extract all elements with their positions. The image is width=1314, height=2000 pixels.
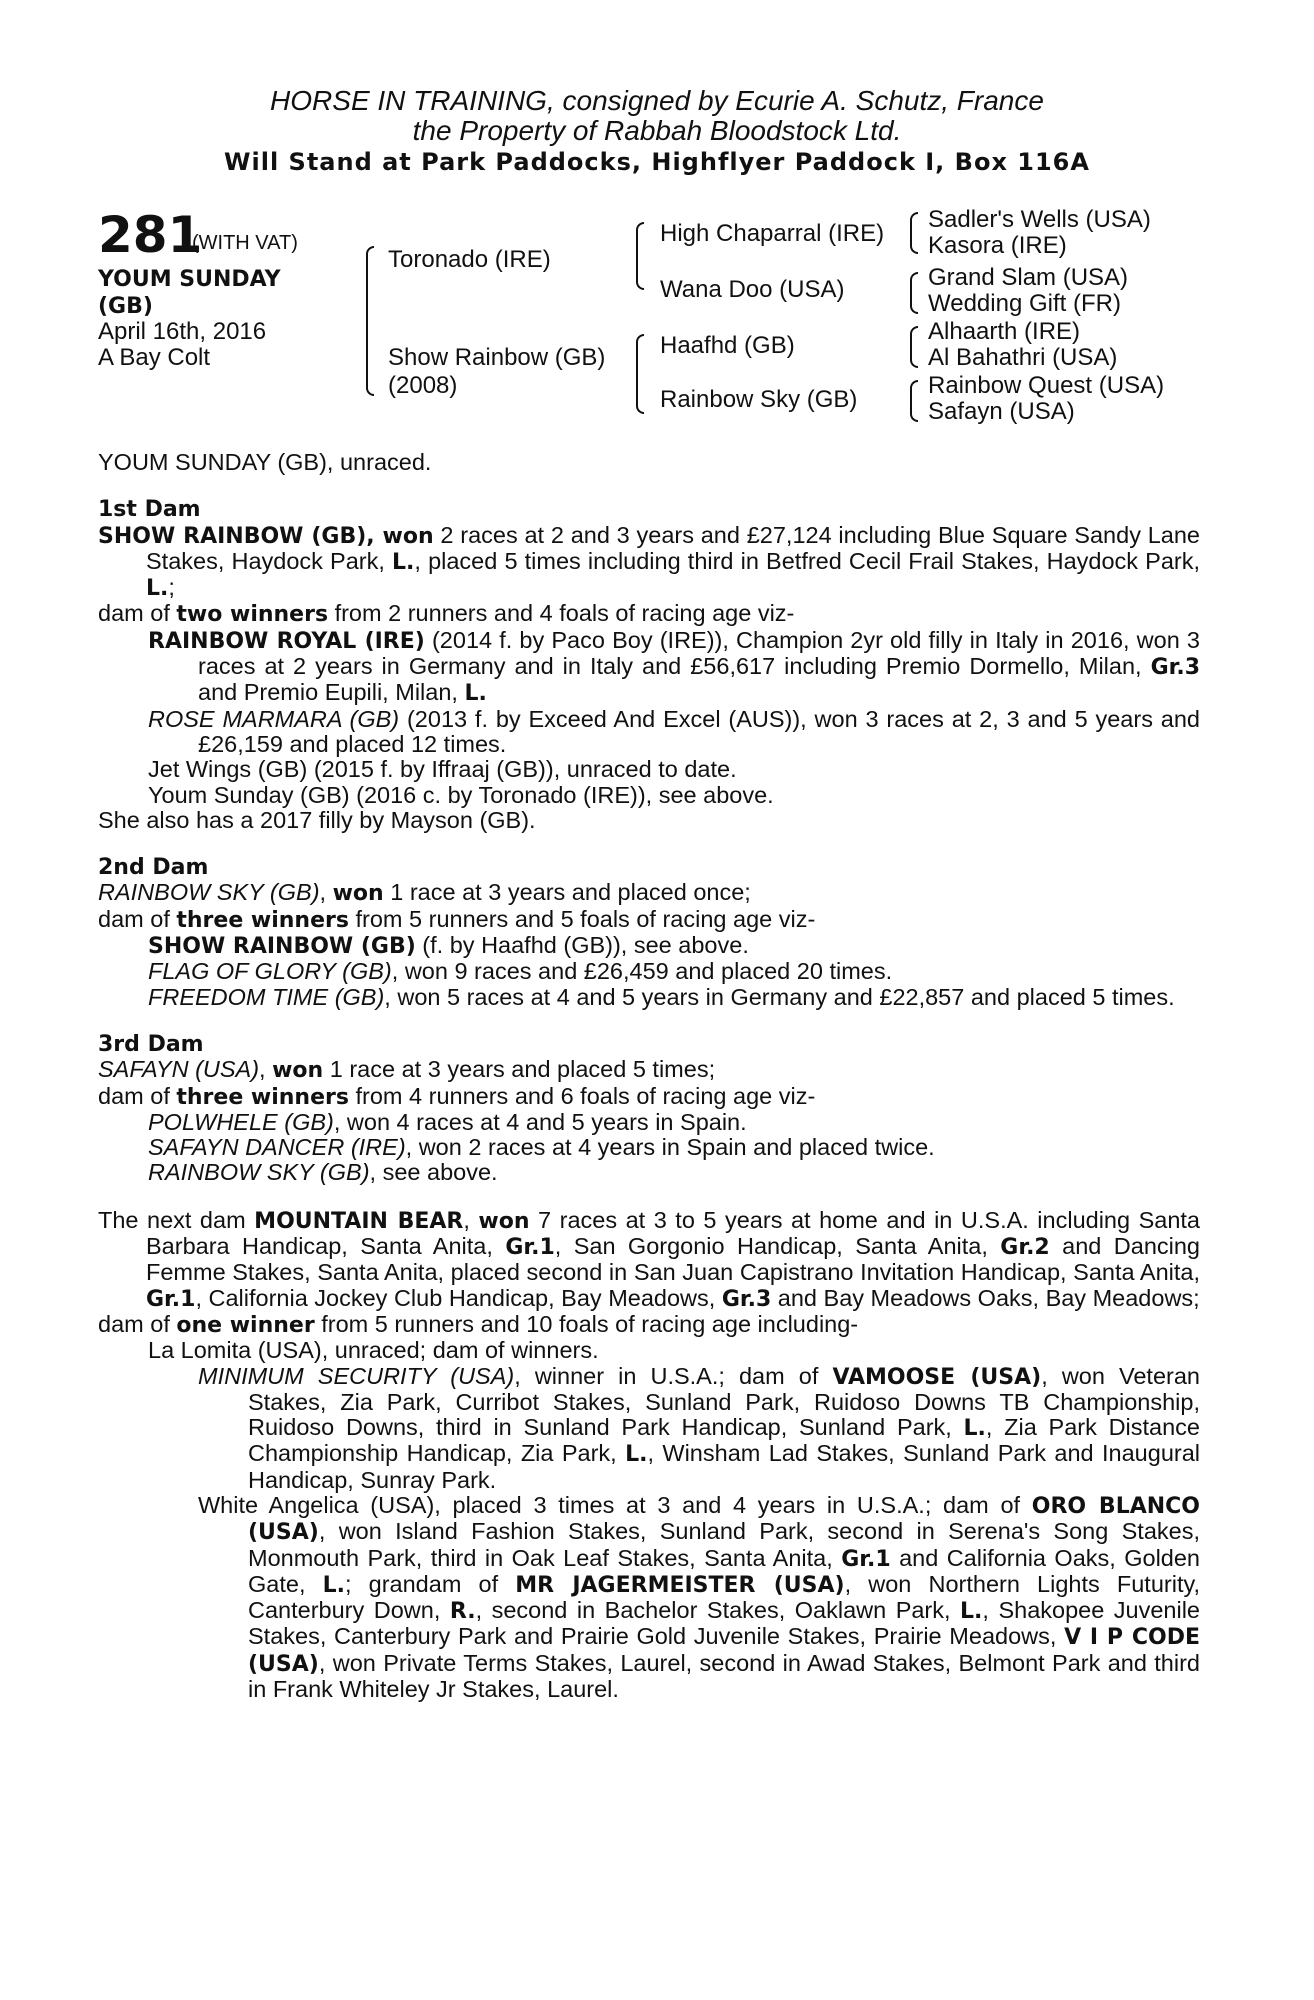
next-dam-produce-summary xyxy=(98,1312,1200,1338)
dam2-runners: from 5 runners and 5 foals of racing age viz- xyxy=(348,905,816,932)
pedigree-dam: Show Rainbow (GB) xyxy=(388,344,606,371)
next-dam-text-c: , San Gorgonio Handicap, Santa Anita, xyxy=(554,1233,1001,1260)
next-dam-text-b: 7 races at 3 to 5 years at home and in U.S.A. including Santa Barbara Handicap, Santa Anita, xyxy=(146,1206,1200,1260)
vip-code-name: V I P CODE (USA) xyxy=(248,1625,1200,1677)
dam2-produce-3-text: , won 5 races at 4 and 5 years in Germany and £22,857 and placed 5 times. xyxy=(384,983,1175,1010)
next-dam-grade-2: Gr.2 xyxy=(1000,1235,1050,1261)
dam3-produce-summary xyxy=(98,1084,1200,1110)
dam1-heading: 1st Dam xyxy=(98,497,201,523)
dam3-record xyxy=(98,1057,1200,1083)
dam3-produce-1-name: POLWHELE (GB) xyxy=(148,1108,334,1135)
oro-blanco-name: ORO BLANCO (USA) xyxy=(248,1493,1200,1546)
pedigree-sds: Grand Slam (USA) xyxy=(928,264,1129,291)
dam1-produce-1-grade: Gr.3 xyxy=(1150,655,1200,681)
dam1-record-b: , placed 5 times including third in Betfred Cecil Frail Stakes, Haydock Park, xyxy=(414,547,1200,574)
pedigree-brace-sire xyxy=(636,222,644,290)
pedigree-sss: Sadler's Wells (USA) xyxy=(928,206,1151,233)
race-record-body xyxy=(98,450,1200,1702)
white-angelica-text-f: , second in Bachelor Stakes, Oaklawn Park, xyxy=(475,1597,961,1624)
dam3-produce-3-text: , see above. xyxy=(369,1159,498,1186)
pedigree-brace-gen1 xyxy=(366,246,374,396)
pedigree-brace-dam xyxy=(636,334,644,414)
dam3-winners: three winners xyxy=(176,1084,349,1110)
next-dam-grade-3: Gr.1 xyxy=(146,1286,196,1312)
header-property: the Property of Rabbah Bloodstock Ltd. xyxy=(412,115,902,146)
dam1-produce-4: Youm Sunday (GB) (2016 c. by Toronado (IRE)), see above. xyxy=(148,781,774,808)
next-dam-la-lomita: La Lomita (USA), unraced; dam of winners. xyxy=(148,1337,599,1364)
dam2-produce-summary xyxy=(98,907,1200,933)
pedigree-brace-g3-1 xyxy=(910,212,918,254)
dam2-won: won xyxy=(332,881,384,907)
dam1-produce-1-listed: L. xyxy=(464,681,487,707)
minimum-security-listed-1: L. xyxy=(963,1416,986,1442)
dam2-produce-2-name: FLAG OF GLORY (GB) xyxy=(148,958,392,985)
next-dam-text-e: , California Jockey Club Handicap, Bay Meadows, xyxy=(195,1284,722,1311)
pedigree-dds: Rainbow Quest (USA) xyxy=(928,372,1165,399)
white-angelica-restricted: R. xyxy=(449,1599,476,1625)
horse-name xyxy=(98,266,281,320)
minimum-security-text-c: , Zia Park Distance Championship Handicap, Zia Park, xyxy=(248,1414,1200,1467)
dam1-winners: two winners xyxy=(176,602,329,628)
foaling-date: April 16th, 2016 xyxy=(98,318,267,345)
dam2-winners: three winners xyxy=(176,907,349,933)
dam2-name: RAINBOW SKY (GB) xyxy=(98,879,320,906)
pedigree-sire: Toronado (IRE) xyxy=(388,246,551,273)
pedigree-ddd: Safayn (USA) xyxy=(928,398,1075,425)
dam3-produce-2-name: SAFAYN DANCER (IRE) xyxy=(148,1134,406,1161)
white-angelica-text-a: White Angelica (USA), placed 3 times at 3 and 4 years in U.S.A.; dam of xyxy=(198,1491,1032,1518)
dam1-runners: from 2 runners and 4 foals of racing age viz- xyxy=(328,600,795,627)
dam1-name: SHOW RAINBOW (GB) xyxy=(98,523,367,549)
next-dam-won: won xyxy=(478,1208,530,1234)
pedigree-dss: Alhaarth (IRE) xyxy=(928,318,1081,345)
dam2-produce-1-text: (f. by Haafhd (GB)), see above. xyxy=(415,932,749,959)
next-dam-record xyxy=(98,1208,1200,1312)
dam3-dam-of: dam of xyxy=(98,1082,177,1109)
white-angelica-text-c: and California Oaks, Golden Gate, xyxy=(248,1544,1201,1597)
pedigree-brace-g3-3 xyxy=(910,326,918,368)
mr-jagermeister-name: MR JAGERMEISTER (USA) xyxy=(515,1572,845,1598)
white-angelica-grade: Gr.1 xyxy=(841,1546,891,1572)
dam1-produce-summary xyxy=(98,601,1200,627)
pedigree-sdd: Wedding Gift (FR) xyxy=(928,290,1121,317)
minimum-security-listed-2: L. xyxy=(625,1442,648,1468)
pedigree-ssd: Kasora (IRE) xyxy=(928,232,1067,259)
next-dam-comma: , xyxy=(463,1206,479,1233)
minimum-security-text-d: , Winsham Lad Stakes, Sunland Park and Inaugural Handicap, Sunray Park. xyxy=(248,1440,1201,1493)
dam3-produce-1-text: , won 4 races at 4 and 5 years in Spain. xyxy=(333,1108,747,1135)
dam3-name: SAFAYN (USA) xyxy=(98,1056,260,1083)
white-angelica-text-g: , Shakopee Juvenile Stakes, Canterbury Park and Prairie Gold Juvenile Stakes, Prairie Meadows, xyxy=(248,1597,1201,1650)
dam2-produce-2-text: , won 9 races and £26,459 and placed 20 times. xyxy=(391,958,893,985)
dam1-produce-1-text-b: and Premio Eupili, Milan, xyxy=(198,679,465,706)
pedigree-dam-year: (2008) xyxy=(388,372,458,399)
dam1-won: won xyxy=(382,523,434,549)
pedigree-dsd: Al Bahathri (USA) xyxy=(928,344,1118,371)
dam1-produce-1-text-a: (2014 f. by Paco Boy (IRE)), Champion 2yr old filly in Italy in 2016, won 3 races at 2 years in Germany and in Italy and £56,617 including Premio Dormello, Milan, xyxy=(198,626,1200,680)
white-angelica-text-b: , won Island Fashion Stakes, Sunland Park, second in Serena's Song Stakes, Monmouth Park, third in Oak Leaf Stakes, Santa Anita, xyxy=(248,1518,1200,1571)
next-dam-grade-4: Gr.3 xyxy=(721,1286,772,1312)
dam2-dam-of: dam of xyxy=(98,905,177,932)
next-dam-winners: one winner xyxy=(176,1312,315,1338)
dam2-produce-3 xyxy=(98,985,1200,1010)
lot-number: 281 xyxy=(98,206,203,264)
dam1-produce-1-name: RAINBOW ROYAL (IRE) xyxy=(148,628,425,654)
dam3-produce-2-text: , won 2 races at 4 years in Spain and placed twice. xyxy=(405,1134,935,1161)
dam1-produce-2-name: ROSE MARMARA (GB) xyxy=(148,705,400,732)
minimum-security-text-a: , winner in U.S.A.; dam of xyxy=(514,1362,833,1389)
dam2-record-text: 1 race at 3 years and placed once; xyxy=(383,879,751,906)
white-angelica-text-d: ; grandam of xyxy=(345,1570,516,1597)
white-angelica-text-h: , won Private Terms Stakes, Laurel, second in Awad Stakes, Belmont Park and third in Frank Whiteley Jr Stakes, Laurel. xyxy=(248,1649,1200,1703)
next-dam-intro: The next dam xyxy=(98,1206,255,1233)
pedigree-sire-sire: High Chaparral (IRE) xyxy=(660,220,885,247)
next-dam-grade-1: Gr.1 xyxy=(505,1235,555,1261)
dam2-heading: 2nd Dam xyxy=(98,855,209,881)
header-consignor: HORSE IN TRAINING, consigned by Ecurie A. Schutz, France xyxy=(270,85,1044,116)
pedigree-dam-sire: Haafhd (GB) xyxy=(660,332,795,359)
horse-description: A Bay Colt xyxy=(98,344,211,371)
dam1-record-a: 2 races at 2 and 3 years and £27,124 including Blue Square Sandy Lane Stakes, Haydock Park, xyxy=(146,521,1200,574)
dam2-produce-2 xyxy=(98,959,1200,984)
dam1-produce-2-text: (2013 f. by Exceed And Excel (AUS)), won 3 races at 2, 3 and 5 years and £26,159 and placed 12 times. xyxy=(198,705,1200,757)
pedigree-sire-dam: Wana Doo (USA) xyxy=(660,276,845,303)
dam3-won: won xyxy=(272,1058,324,1084)
minimum-security-name: MINIMUM SECURITY (USA) xyxy=(198,1362,515,1389)
dam2-produce-1 xyxy=(98,933,1200,959)
dam3-produce-3-name: RAINBOW SKY (GB) xyxy=(148,1159,370,1186)
next-dam-runners: from 5 runners and 10 foals of racing age including- xyxy=(314,1310,859,1337)
dam3-runners: from 4 runners and 6 foals of racing age viz- xyxy=(348,1082,816,1109)
next-dam-text-d: and Dancing Femme Stakes, Santa Anita, placed second in San Juan Capistrano Invitation Handicap, Santa Anita, xyxy=(146,1233,1200,1286)
next-dam-dam-of: dam of xyxy=(98,1310,177,1337)
dam3-heading: 3rd Dam xyxy=(98,1031,204,1057)
dam3-comma: , xyxy=(259,1056,273,1083)
dam2-comma: , xyxy=(319,879,333,906)
next-dam-white-angelica xyxy=(98,1493,1200,1702)
vat-note: (WITH VAT) xyxy=(192,232,298,254)
dam1-listed-2: L. xyxy=(146,576,169,602)
white-angelica-listed-1: L. xyxy=(322,1572,345,1598)
dam3-produce-1 xyxy=(98,1110,1200,1135)
dam2-record xyxy=(98,880,1200,906)
dam1-also: She also has a 2017 filly by Mayson (GB). xyxy=(98,806,536,833)
intro-line: YOUM SUNDAY (GB), unraced. xyxy=(98,449,432,475)
dam1-listed-1: L. xyxy=(392,549,415,575)
minimum-security-text-b: , won Veteran Stakes, Zia Park, Curribot Stakes, Sunland Park, Ruidoso Downs TB Championship, Ruidoso Downs, third in Sunland Park Handicap, Sunland Park, xyxy=(248,1362,1201,1441)
dam1-record-c: ; xyxy=(168,574,175,601)
dam1-dam-of: dam of xyxy=(98,600,177,627)
dam1-produce-3: Jet Wings (GB) (2015 f. by Iffraaj (GB)), unraced to date. xyxy=(148,756,737,783)
vamoose-name: VAMOOSE (USA) xyxy=(832,1364,1042,1390)
header-location: Will Stand at Park Paddocks, Highflyer Paddock I, Box 116A xyxy=(224,148,1090,176)
horse-name-line1: YOUM SUNDAY xyxy=(98,267,281,292)
dam3-produce-2 xyxy=(98,1135,1200,1160)
dam1-produce-1 xyxy=(98,628,1200,707)
pedigree-dam-dam: Rainbow Sky (GB) xyxy=(660,386,858,413)
dam3-produce-3 xyxy=(98,1160,1200,1185)
next-dam-minimum-security xyxy=(98,1364,1200,1493)
dam1-record xyxy=(98,523,1200,602)
pedigree-brace-g3-2 xyxy=(910,272,918,314)
horse-name-line2: (GB) xyxy=(98,294,153,319)
white-angelica-listed-2: L. xyxy=(960,1599,983,1625)
pedigree-brace-g3-4 xyxy=(910,380,918,422)
next-dam-text-f: and Bay Meadows Oaks, Bay Meadows; xyxy=(771,1284,1200,1311)
dam2-produce-1-name: SHOW RAINBOW (GB) xyxy=(148,934,416,960)
dam1-comma: , xyxy=(366,523,383,549)
dam3-record-text: 1 race at 3 years and placed 5 times; xyxy=(323,1056,716,1083)
white-angelica-text-e: , won Northern Lights Futurity, Canterbury Down, xyxy=(248,1570,1201,1624)
dam2-produce-3-name: FREEDOM TIME (GB) xyxy=(148,983,385,1010)
dam1-produce-2 xyxy=(98,707,1200,758)
next-dam-name: MOUNTAIN BEAR xyxy=(254,1208,464,1234)
